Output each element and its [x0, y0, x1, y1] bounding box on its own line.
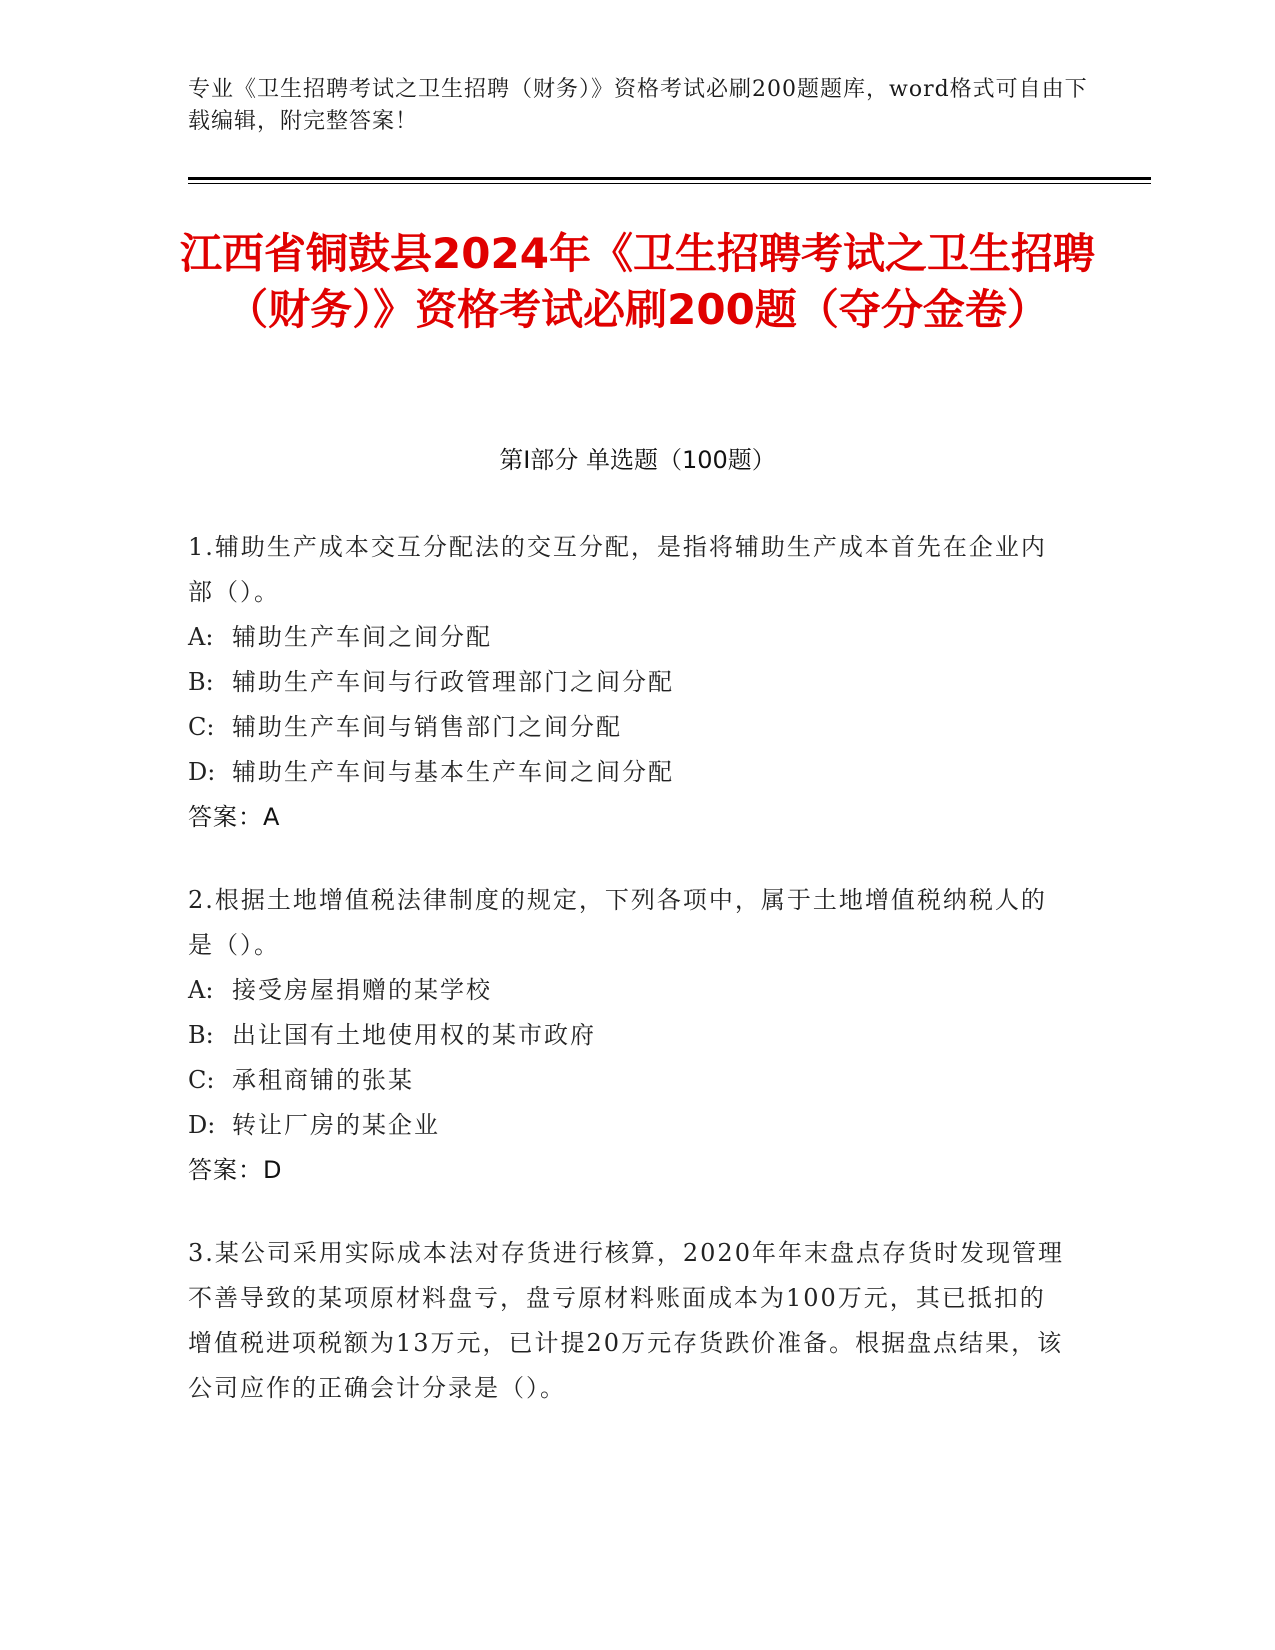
- option-key: A:: [188, 976, 214, 1004]
- option-text: 出让国有土地使用权的某市政府: [232, 1021, 596, 1049]
- option-text: 承租商铺的张某: [232, 1066, 414, 1094]
- option-d: [188, 1103, 1068, 1148]
- document-title: 江西省铜鼓县2024年《卫生招聘考试之卫生招聘（财务）》资格考试必刷200题（夺分金卷）: [180, 229, 1095, 334]
- answer-line: 答案：D: [188, 1156, 283, 1184]
- question-stem: 1.辅助生产成本交互分配法的交互分配，是指将辅助生产成本首先在企业内部（）。: [188, 533, 1047, 606]
- question-2: [188, 878, 1068, 1193]
- option-b: [188, 1013, 1068, 1058]
- option-text: 辅助生产车间之间分配: [232, 623, 492, 651]
- option-text: 辅助生产车间与销售部门之间分配: [232, 713, 622, 741]
- option-key: B:: [188, 668, 214, 696]
- option-key: B:: [188, 1021, 214, 1049]
- header-divider-thick: [188, 177, 1151, 180]
- question-list: [188, 525, 1068, 1449]
- question-stem: 2.根据土地增值税法律制度的规定，下列各项中，属于土地增值税纳税人的是（）。: [188, 886, 1047, 959]
- option-text: 辅助生产车间与行政管理部门之间分配: [232, 668, 674, 696]
- question-1: [188, 525, 1068, 840]
- option-key: C:: [188, 713, 215, 741]
- option-key: C:: [188, 1066, 215, 1094]
- section-heading: 第Ⅰ部分 单选题（100题）: [499, 446, 776, 474]
- header-note: 专业《卫生招聘考试之卫生招聘（财务）》资格考试必刷200题题库，word格式可自由下载编辑，附完整答案！: [188, 77, 1088, 134]
- option-text: 转让厂房的某企业: [232, 1111, 440, 1139]
- option-b: [188, 660, 1068, 705]
- option-c: [188, 1058, 1068, 1103]
- option-a: [188, 968, 1068, 1013]
- question-stem: 3.某公司采用实际成本法对存货进行核算，2020年年末盘点存货时发现管理不善导致的某项原材料盘亏，盘亏原材料账面成本为100万元，其已抵扣的增值税进项税额为13万元，已计提20万元存货跌价准备。根据盘点结果，该公司应作的正确会计分录是（）。: [188, 1239, 1064, 1402]
- option-text: 辅助生产车间与基本生产车间之间分配: [232, 758, 674, 786]
- option-key: A:: [188, 623, 214, 651]
- option-text: 接受房屋捐赠的某学校: [232, 976, 492, 1004]
- option-key: D:: [188, 758, 216, 786]
- option-d: [188, 750, 1068, 795]
- question-3: [188, 1231, 1068, 1411]
- option-a: [188, 615, 1068, 660]
- option-key: D:: [188, 1111, 216, 1139]
- header-divider-thin: [188, 183, 1151, 184]
- answer-line: 答案：A: [188, 803, 281, 831]
- option-c: [188, 705, 1068, 750]
